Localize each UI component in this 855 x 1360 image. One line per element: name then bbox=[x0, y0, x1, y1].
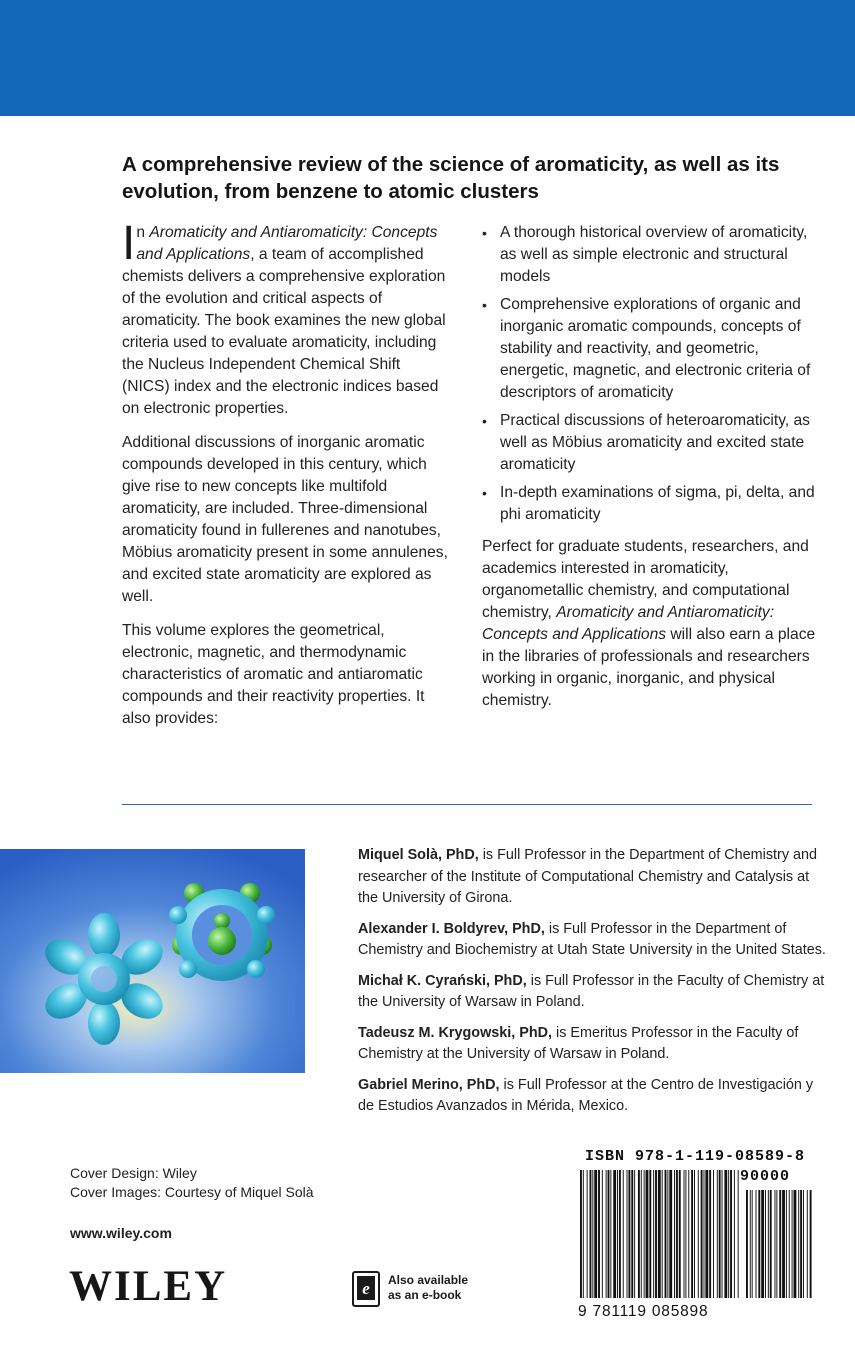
bullet-icon: • bbox=[482, 297, 487, 313]
barcode-bar bbox=[730, 1170, 732, 1298]
addon-bar bbox=[758, 1190, 760, 1298]
barcode-bar bbox=[684, 1170, 685, 1298]
addon-bar bbox=[756, 1190, 757, 1298]
barcode-bar bbox=[724, 1170, 727, 1298]
closing-before: Perfect for graduate students, researchers, and academics interested in aromaticity, organometallic chemistry, and computational chemistry, bbox=[482, 538, 809, 621]
barcode-bar bbox=[734, 1170, 735, 1298]
barcode-bar bbox=[646, 1170, 649, 1298]
author-description: is Emeritus Professor in the Faculty of Chemistry at the University of Warsaw in Poland. bbox=[358, 1024, 799, 1062]
barcode-bar bbox=[691, 1170, 693, 1298]
barcode-bar bbox=[674, 1170, 675, 1298]
addon-bar bbox=[779, 1190, 781, 1298]
addon-bar bbox=[798, 1190, 799, 1298]
bullet-icon: • bbox=[482, 413, 487, 429]
cover-images-credit: Cover Images: Courtesy of Miquel Solà bbox=[70, 1184, 314, 1200]
addon-bar bbox=[746, 1190, 748, 1298]
addon-bar bbox=[750, 1190, 751, 1298]
barcode-bar bbox=[606, 1170, 607, 1298]
top-color-band bbox=[0, 0, 855, 116]
barcode-bar bbox=[631, 1170, 633, 1298]
closing-paragraph bbox=[482, 536, 822, 712]
author-description: is Full Professor in the Faculty of Chemistry at the University of Warsaw in Poland. bbox=[358, 972, 825, 1010]
barcode-bar bbox=[623, 1170, 624, 1298]
list-item-text: In-depth examinations of sigma, pi, delta, and phi aromaticity bbox=[500, 484, 815, 523]
list-item-text: Comprehensive explorations of organic and inorganic aromatic compounds, concepts of stability and reactivity, and geometric, energetic, magnetic, and electronic criteria of descriptors of aromaticity bbox=[500, 296, 811, 401]
barcode-bar bbox=[594, 1170, 597, 1298]
addon-bar bbox=[782, 1190, 785, 1298]
barcode-bar bbox=[662, 1170, 663, 1298]
barcode-bar bbox=[685, 1170, 686, 1298]
ebook-line-2: as an e-book bbox=[388, 1288, 462, 1302]
barcode-bar bbox=[676, 1170, 678, 1298]
author-bio bbox=[358, 1023, 828, 1066]
price-code: 90000 bbox=[740, 1168, 791, 1185]
barcode-bar bbox=[655, 1170, 657, 1298]
addon-bar bbox=[803, 1190, 804, 1298]
barcode-bar bbox=[653, 1170, 654, 1298]
barcode-bar bbox=[592, 1170, 593, 1298]
addon-bar bbox=[765, 1190, 766, 1298]
barcode-bar bbox=[713, 1170, 714, 1298]
bullet-icon: • bbox=[482, 225, 487, 241]
addon-bar bbox=[807, 1190, 808, 1298]
barcode-bar bbox=[694, 1170, 695, 1298]
section-divider bbox=[122, 804, 812, 805]
barcode-bar bbox=[608, 1170, 610, 1298]
barcode-bar bbox=[722, 1170, 723, 1298]
barcode-bar bbox=[619, 1170, 621, 1298]
barcode-bar bbox=[688, 1170, 689, 1298]
addon-bar bbox=[800, 1190, 802, 1298]
list-item bbox=[482, 294, 822, 404]
barcode-bar bbox=[638, 1170, 640, 1298]
barcode-bar bbox=[634, 1170, 635, 1298]
left-column bbox=[122, 217, 452, 742]
barcode-bar bbox=[738, 1170, 739, 1298]
barcode-bar bbox=[705, 1170, 708, 1298]
author-description: is Full Professor in the Department of Chemistry and researcher of the Institute of Computational Chemistry and Catalysis at the University of Girona. bbox=[358, 847, 818, 906]
barcode-bar bbox=[658, 1170, 661, 1298]
intro-rest: , a team of accomplished chemists delivers a comprehensive exploration of the evolution and critical aspects of aromaticity. The book examines the new global criteria used to evaluate aromaticity, including the Nucleus Independent Chemical Shift (NICS) index and the electronic indices based on electronic properties. bbox=[122, 246, 446, 417]
author-bio bbox=[358, 971, 828, 1014]
barcode-bar bbox=[709, 1170, 711, 1298]
addon-bar bbox=[810, 1190, 812, 1298]
svg-text:e: e bbox=[362, 1279, 370, 1298]
barcode-bar bbox=[717, 1170, 718, 1298]
cover-design-credit: Cover Design: Wiley bbox=[70, 1165, 197, 1181]
list-item bbox=[482, 222, 822, 288]
barcode-bar bbox=[602, 1170, 603, 1298]
intro-lead: n bbox=[136, 224, 150, 241]
barcode-bar bbox=[698, 1170, 699, 1298]
addon-bar bbox=[792, 1190, 793, 1298]
author-name: Alexander I. Boldyrev, PhD, bbox=[358, 920, 545, 937]
author-description: is Full Professor at the Centro de Investigación y de Estudios Avanzados in Mérida, Mexico. bbox=[358, 1076, 814, 1114]
barcode-bar bbox=[719, 1170, 721, 1298]
dropcap-letter: I bbox=[122, 217, 136, 270]
addon-bar bbox=[761, 1190, 764, 1298]
author-bio bbox=[358, 919, 828, 962]
barcode-bar bbox=[613, 1170, 616, 1298]
intro-paragraph bbox=[122, 217, 452, 420]
isbn-label: ISBN 978-1-119-08589-8 bbox=[585, 1148, 806, 1165]
bullet-icon: • bbox=[482, 485, 487, 501]
isbn-barcode bbox=[578, 1170, 812, 1300]
barcode-bar bbox=[644, 1170, 645, 1298]
list-item bbox=[482, 482, 822, 526]
feature-list bbox=[482, 222, 822, 526]
barcode-bar bbox=[598, 1170, 600, 1298]
author-name: Miquel Solà, PhD, bbox=[358, 847, 479, 863]
right-column bbox=[482, 222, 822, 724]
barcode-bar bbox=[580, 1170, 582, 1298]
barcode-bar bbox=[641, 1170, 642, 1298]
barcode-bar bbox=[628, 1170, 630, 1298]
addon-bar bbox=[794, 1190, 797, 1298]
addon-bar bbox=[768, 1190, 769, 1298]
author-bio bbox=[358, 1075, 828, 1118]
barcode-bar bbox=[583, 1170, 584, 1298]
ebook-notice bbox=[388, 1273, 468, 1303]
list-item bbox=[482, 410, 822, 476]
paragraph-three: This volume explores the geometrical, electronic, magnetic, and thermodynamic characteristics of aromatic and antiaromatic compounds and their reactivity properties. It also provides: bbox=[122, 622, 425, 727]
barcode-digits: 9 781119 085898 bbox=[578, 1303, 709, 1320]
publisher-logo: WILEY bbox=[69, 1263, 228, 1310]
barcode-bar bbox=[704, 1170, 705, 1298]
author-name: Gabriel Merino, PhD, bbox=[358, 1076, 500, 1093]
addon-bar bbox=[776, 1190, 777, 1298]
barcode-bar bbox=[649, 1170, 651, 1298]
addon-bar bbox=[786, 1190, 787, 1298]
addon-bar bbox=[789, 1190, 790, 1298]
molecular-orbital-image bbox=[0, 849, 305, 1073]
addon-bar bbox=[752, 1190, 753, 1298]
author-bios bbox=[358, 845, 828, 1127]
ebook-icon bbox=[352, 1271, 382, 1307]
barcode-bar bbox=[587, 1170, 588, 1298]
barcode-bar bbox=[627, 1170, 628, 1298]
barcode-bar bbox=[679, 1170, 681, 1298]
barcode-bar bbox=[665, 1170, 667, 1298]
closing-book-title: Aromaticity and Antiaromaticity: Concepts and Applications bbox=[482, 604, 775, 643]
barcode-bar bbox=[701, 1170, 703, 1298]
author-description: is Full Professor in the Department of Chemistry and Biochemistry at Utah State University in the United States. bbox=[358, 920, 826, 958]
closing-after: will also earn a place in the libraries of professionals and researchers working in organic, inorganic, and physical chemistry. bbox=[482, 626, 816, 709]
list-item-text: Practical discussions of heteroaromaticity, as well as Möbius aromaticity and excited state aromaticity bbox=[500, 412, 810, 473]
addon-bar bbox=[770, 1190, 772, 1298]
barcode-bar bbox=[610, 1170, 611, 1298]
paragraph-two: Additional discussions of inorganic aromatic compounds developed in this century, which give rise to new concepts like multifold aromaticity, are included. Three-dimensional aromaticity found in fullerenes and nanotubes, Möbius aromaticity present in some annulenes, and excited state aromaticity are explored as well. bbox=[122, 434, 448, 605]
author-name: Tadeusz M. Krygowski, PhD, bbox=[358, 1024, 553, 1041]
intro-book-title: Aromaticity and Antiaromaticity: Concepts and Applications bbox=[136, 224, 438, 263]
website-link[interactable]: www.wiley.com bbox=[70, 1225, 172, 1241]
addon-bar bbox=[775, 1190, 776, 1298]
author-bio bbox=[358, 845, 828, 910]
cover-credits bbox=[70, 1164, 314, 1202]
list-item-text: A thorough historical overview of aromaticity, as well as simple electronic and structural models bbox=[500, 224, 808, 285]
barcode-bar bbox=[667, 1170, 668, 1298]
ebook-line-1: Also available bbox=[388, 1273, 469, 1287]
barcode-bar bbox=[617, 1170, 618, 1298]
page-headline: A comprehensive review of the science of aromaticity, as well as its evolution, from benzene to atomic clusters bbox=[122, 153, 780, 203]
barcode-bar bbox=[669, 1170, 672, 1298]
barcode-bar bbox=[590, 1170, 592, 1298]
author-name: Michał K. Cyrański, PhD, bbox=[358, 972, 527, 989]
barcode-bar bbox=[728, 1170, 729, 1298]
